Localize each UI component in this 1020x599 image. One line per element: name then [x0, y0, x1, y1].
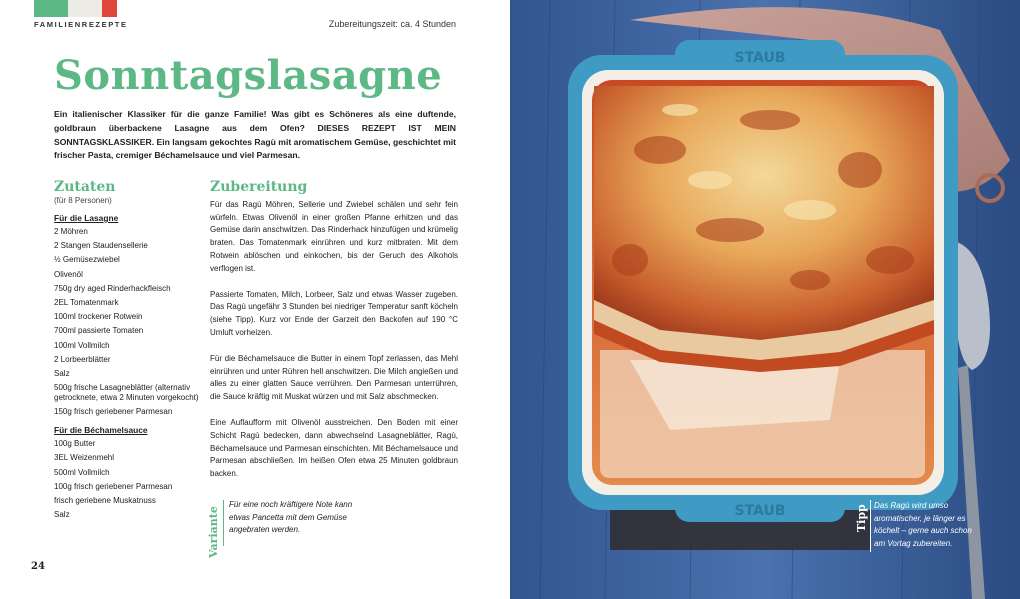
recipe-title: Sonntagslasagne: [54, 52, 443, 99]
ingredient-item: Olivenöl: [54, 269, 83, 279]
ingredient-group-lasagne: [54, 213, 204, 417]
ingredient-item: Salz: [54, 368, 70, 378]
prep-time-value: ca. 4 Stunden: [400, 19, 456, 29]
ingredient-item: 500ml Vollmilch: [54, 467, 110, 477]
ingredient-group-title: Für die Béchamelsauce: [54, 425, 148, 436]
ingredient-item: 500g frische Lasagneblätter (alternativ getrocknete, etwa 2 Minuten vorgekocht): [54, 383, 199, 403]
ingredient-item: 2EL Tomatenmark: [54, 297, 119, 307]
servings: (für 8 Personen): [54, 196, 112, 205]
ingredient-item: 100ml trockener Rotwein: [54, 312, 143, 322]
dish-brand-top: STAUB: [734, 50, 786, 66]
recipe-intro: Ein italienischer Klassiker für die ganze Familie! Was gibt es Schöneres als eine duftende, goldbraun überbackene Lasagne aus dem Ofen? DIESES REZEPT IST MEIN SONNTAGSKLASSIKER. Ein langsam gekochtes Ragù mit aromatischem Gemüse, geschichtet mit frischer Pasta, cremiger Béchamelsauce und viel Parmesan.: [54, 109, 456, 161]
page-number: 24: [31, 561, 45, 572]
preparation-step: Für die Béchamelsauce die Butter in einem Topf zerlassen, das Mehl einrühren und unter Rühren hell anschwitzen. Die Milch angießen und alles zu einer glatten Sauce verrühren. Den Parmesan unterrühren, die Sauce kräftig mit Muskat würzen und mit Salz abschmecken.: [210, 354, 458, 402]
ingredients-column: [54, 179, 204, 524]
tip-label: Tipp: [855, 504, 868, 532]
tip-text: Das Ragù wird umso aromatischer, je länger es köchelt – gerne auch schon am Vortag zubereiten.: [874, 501, 972, 549]
ingredient-item: 2 Stangen Staudensellerie: [54, 241, 148, 251]
ingredient-item: Salz: [54, 510, 70, 520]
italian-flag-logo: [34, 0, 117, 17]
preparation-step: Passierte Tomaten, Milch, Lorbeer, Salz und etwas Wasser zugeben. Das Ragù ungefähr 3 Stunden bei niedriger Temperatur sanft köcheln (siehe Tipp). Kurz vor Ende der Garzeit den Backofen auf 190 °C Umluft vorheizen.: [210, 289, 458, 337]
ingredients-heading: Zutaten: [54, 179, 116, 195]
dish-brand-bottom: STAUB: [734, 503, 786, 519]
ingredient-item: frisch geriebene Muskatnuss: [54, 496, 156, 505]
ingredient-item: 700ml passierte Tomaten: [54, 326, 144, 336]
ingredient-item: 150g frisch geriebener Parmesan: [54, 407, 173, 417]
variant-text: Für eine noch kräftigere Note kann etwas Pancetta mit dem Gemüse angebraten werden.: [229, 500, 353, 534]
ingredient-item: 100ml Vollmilch: [54, 340, 110, 350]
prep-time-label: Zubereitungszeit:: [328, 19, 398, 29]
section-label: FAMILIENREZEPTE: [34, 20, 128, 29]
ingredient-item: 3EL Weizenmehl: [54, 453, 115, 463]
ingredient-group-bechamel: [54, 425, 204, 520]
ingredient-item: 100g Butter: [54, 439, 96, 449]
ingredient-item: ½ Gemüsezwiebel: [54, 255, 120, 265]
preparation-heading: Zubereitung: [210, 179, 308, 195]
ingredient-group-title: Für die Lasagne: [54, 213, 119, 223]
ingredient-item: 100g frisch geriebener Parmesan: [54, 481, 173, 491]
ingredient-item: 2 Möhren: [54, 227, 88, 236]
preparation-step: Für das Ragù Möhren, Sellerie und Zwiebel schälen und sehr fein würfeln. Etwas Olivenöl in einer großen Pfanne erhitzen und das Gemüse darin anschwitzen. Das Rinderhack hinzufügen und krümelig braten. Das Tomatenmark einrühren und kurz mitbraten. Mit dem Rotwein ablöschen und einkochen, bis der Geruch des Alkohols verflogen ist.: [210, 200, 458, 273]
preparation-column: [210, 179, 458, 494]
tip-divider: [870, 500, 871, 552]
preparation-step: Eine Auflaufform mit Olivenöl ausstreichen. Den Boden mit einer Schicht Ragù bedecken, dann abwechselnd Lasagneblätter, Ragù, Béchamelsauce und Parmesan einschichten. Mit Béchamelsauce und Parmesan abschließen. Im heißen Ofen etwa 25 Minuten goldbraun backen.: [210, 418, 458, 479]
variant-label: Variante: [207, 506, 220, 558]
prep-time: [329, 19, 456, 29]
ingredient-item: 2 Lorbeerblätter: [54, 354, 111, 364]
right-page-photo: [510, 0, 1020, 599]
variant-box: [207, 500, 467, 560]
ingredient-item: 750g dry aged Rinderhackfleisch: [54, 283, 171, 293]
variant-divider: [223, 500, 224, 546]
